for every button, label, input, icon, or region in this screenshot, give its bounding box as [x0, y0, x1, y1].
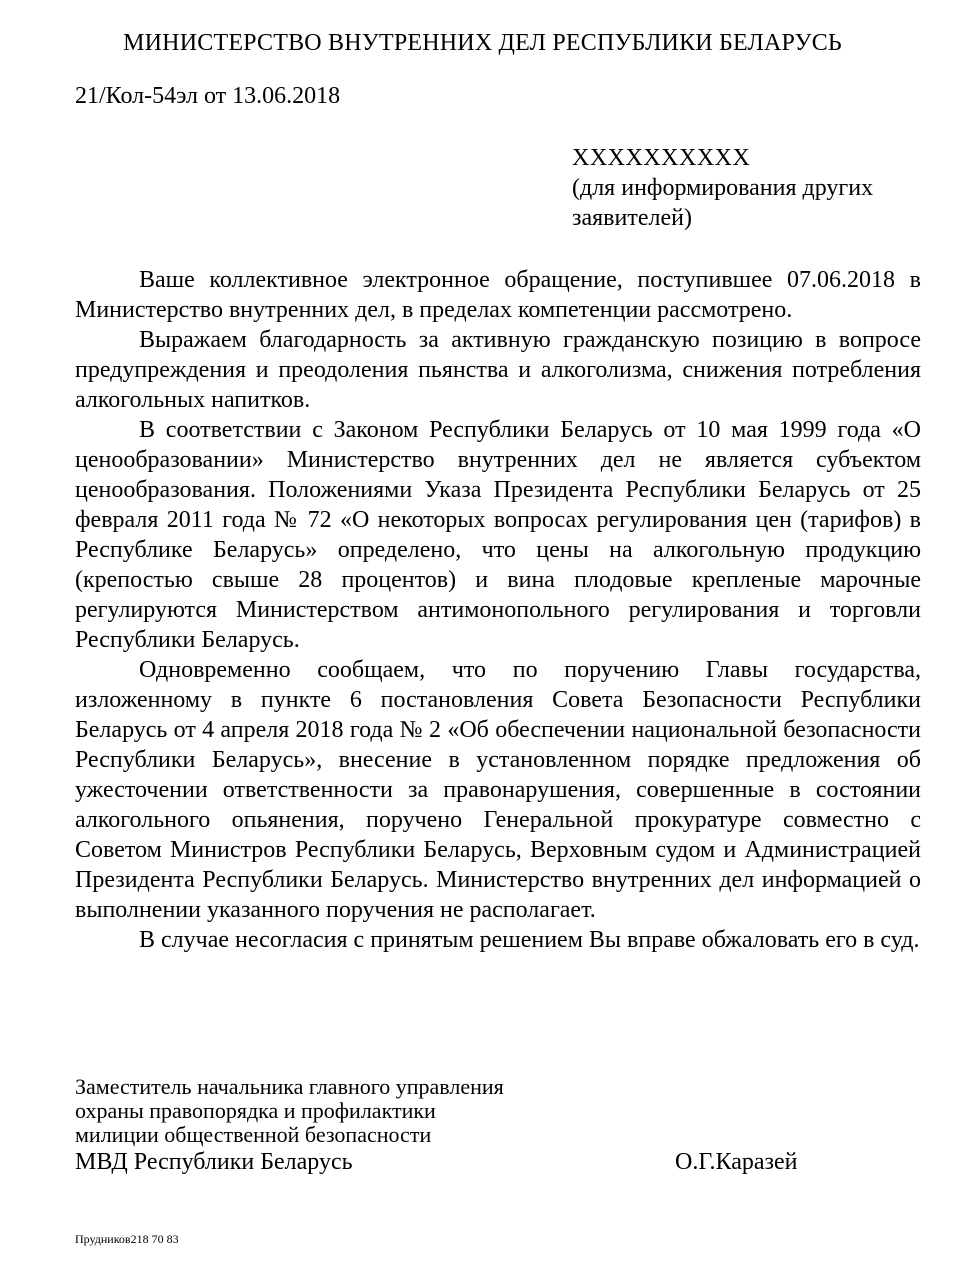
addressee-name: XXXXXXXXXX — [572, 145, 751, 171]
signer-position-line-1: Заместитель начальника главного управления — [75, 1074, 504, 1099]
addressee-block — [572, 143, 922, 233]
signer-name: О.Г.Каразей — [675, 1149, 798, 1175]
signer-organization: МВД Республики Беларусь — [75, 1149, 353, 1175]
signature-block — [75, 1075, 921, 1177]
addressee-note: (для информирования других заявителей) — [572, 175, 874, 231]
body-paragraph-2: Выражаем благодарность за активную гражданскую позицию в вопросе предупреждения и преодоления пьянства и алкоголизма, снижения потребления алкогольных напитков. — [75, 327, 921, 413]
ministry-title: МИНИСТЕРСТВО ВНУТРЕННИХ ДЕЛ РЕСПУБЛИКИ БЕЛАРУСЬ — [123, 30, 842, 56]
body-paragraph-3: В соответствии с Законом Республики Беларусь от 10 мая 1999 года «О ценообразовании» Министерство внутренних дел не является субъектом ценообразования. Положениями Указа Президента Республики Беларусь от 25 февраля 2011 года № 72 «О некоторых вопросах регулирования цен (тарифов) в Республике Беларусь» определено, что цены на алкогольную продукцию (крепостью свыше 28 процентов) и вина плодовые крепленые марочные регулируются Министерством антимонопольного регулирования и торговли Республики Беларусь. — [75, 417, 921, 653]
signer-position-line-2: охраны правопорядка и профилактики — [75, 1098, 436, 1123]
executor-note: Прудников218 70 83 — [75, 1232, 179, 1246]
body-paragraph-4: Одновременно сообщаем, что по поручению Главы государства, изложенному в пункте 6 постановления Совета Безопасности Республики Беларусь от 4 апреля 2018 года № 2 «Об обеспечении национальной безопасности Республики Беларусь», внесение в установленном порядке предложения об ужесточении ответственности за правонарушения, совершенные в состоянии алкогольного опьянения, поручено Генеральной прокуратуре совместно с Советом Министров Республики Беларусь, Верховным судом и Администрацией Президента Республики Беларусь. Министерство внутренних дел информацией о выполнении указанного поручения не располагает. — [75, 657, 921, 923]
body-paragraph-1: Ваше коллективное электронное обращение, поступившее 07.06.2018 в Министерство внутренних дел, в пределах компетенции рассмотрено. — [75, 267, 921, 323]
signer-position-line-3: милиции общественной безопасности — [75, 1122, 432, 1147]
body-paragraph-5: В случае несогласия с принятым решением Вы вправе обжаловать его в суд. — [139, 927, 920, 953]
letter-body — [75, 265, 921, 955]
signature-last-row — [75, 1147, 921, 1177]
reference-number: 21/Кол-54эл от 13.06.2018 — [75, 83, 341, 109]
